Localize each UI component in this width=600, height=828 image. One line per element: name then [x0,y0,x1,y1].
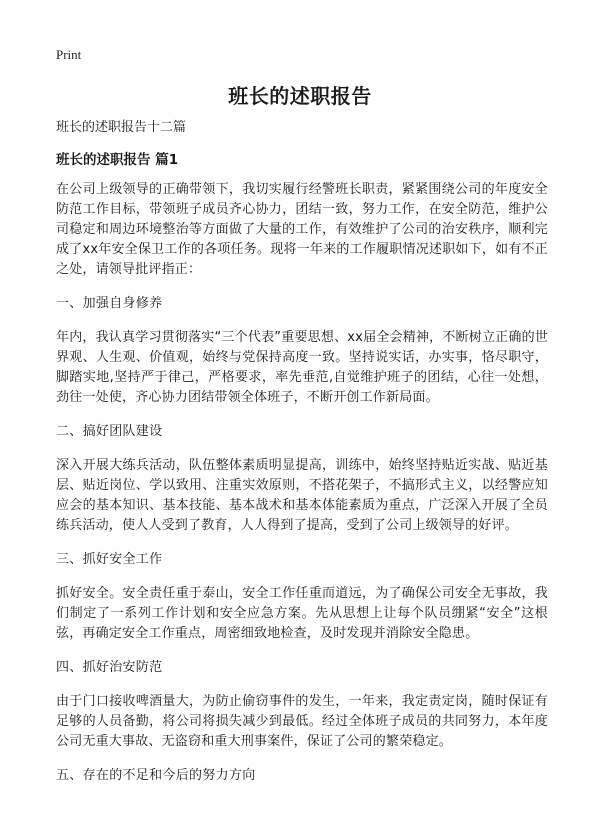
article-heading: 班长的述职报告 篇1 [56,152,179,168]
section-heading-1: 一、加强自身修养 [56,296,163,311]
section-body-2: 深入开展大练兵活动，队伍整体素质明显提高，训练中，始终坚持贴近实战、贴近基层、贴近岗位、学以致用、注重实效原则，不搭花架子，不搞形式主义，以经警应知应会的基本知识、基本技能、基本战术和基本体能素质为重点，广泛深入开展了全员练兵活动，使人人受到了教育，人人得到了提高，受到了公司上级领导的好评。 [56,458,548,533]
section-heading-4: 四、抓好治安防范 [56,660,163,675]
section-body-1: 年内，我认真学习贯彻落实“三个代表”重要思想、xx届全会精神，不断树立正确的世界观、人生观、价值观，始终与党保持高度一致。坚持说实话，办实事，恪尽职守，脚踏实地,坚持严于律己，严格要求，率先垂范,自觉维护班子的团结，心往一处想，劲往一处使，齐心协力团结带领全体班子，不断开创工作新局面。 [56,330,548,405]
document-subtitle: 班长的述职报告十二篇 [56,120,187,135]
page-title: 班长的述职报告 [228,84,372,108]
intro-paragraph: 在公司上级领导的正确带领下，我切实履行经警班长职责，紧紧围绕公司的年度安全防范工作目标，带领班子成员齐心协力，团结一致，努力工作，在安全防范，维护公司稳定和周边环境整治等方面做了大量的工作，有效维护了公司的治安秩序，顺利完成了xx年安全保卫工作的各项任务。现将一年来的工作履职情况述职如下，如有不正之处，请领导批评指正： [56,182,548,277]
section-body-4: 由于门口接收啤酒量大，为防止偷窃事件的发生，一年来，我定责定岗，随时保证有足够的人员备勤，将公司将损失减少到最低。经过全体班子成员的共同努力，本年度公司无重大事故、无盗窃和重大刑事案件，保证了公司的繁荣稳定。 [56,694,548,749]
section-body-3: 抓好安全。安全责任重于泰山，安全工作任重而道远，为了确保公司安全无事故，我们制定了一系列工作计划和安全应急方案。先从思想上让每个队员绷紧“安全”这根弦，再确定安全工作重点，周密细致地检查，及时发现并消除安全隐患。 [56,586,548,641]
section-heading-5: 五、存在的不足和今后的努力方向 [56,768,256,783]
document-body [56,118,548,800]
section-heading-2: 二、搞好团队建设 [56,424,163,439]
print-link[interactable]: Print [56,47,82,62]
section-heading-3: 三、抓好安全工作 [56,552,163,567]
